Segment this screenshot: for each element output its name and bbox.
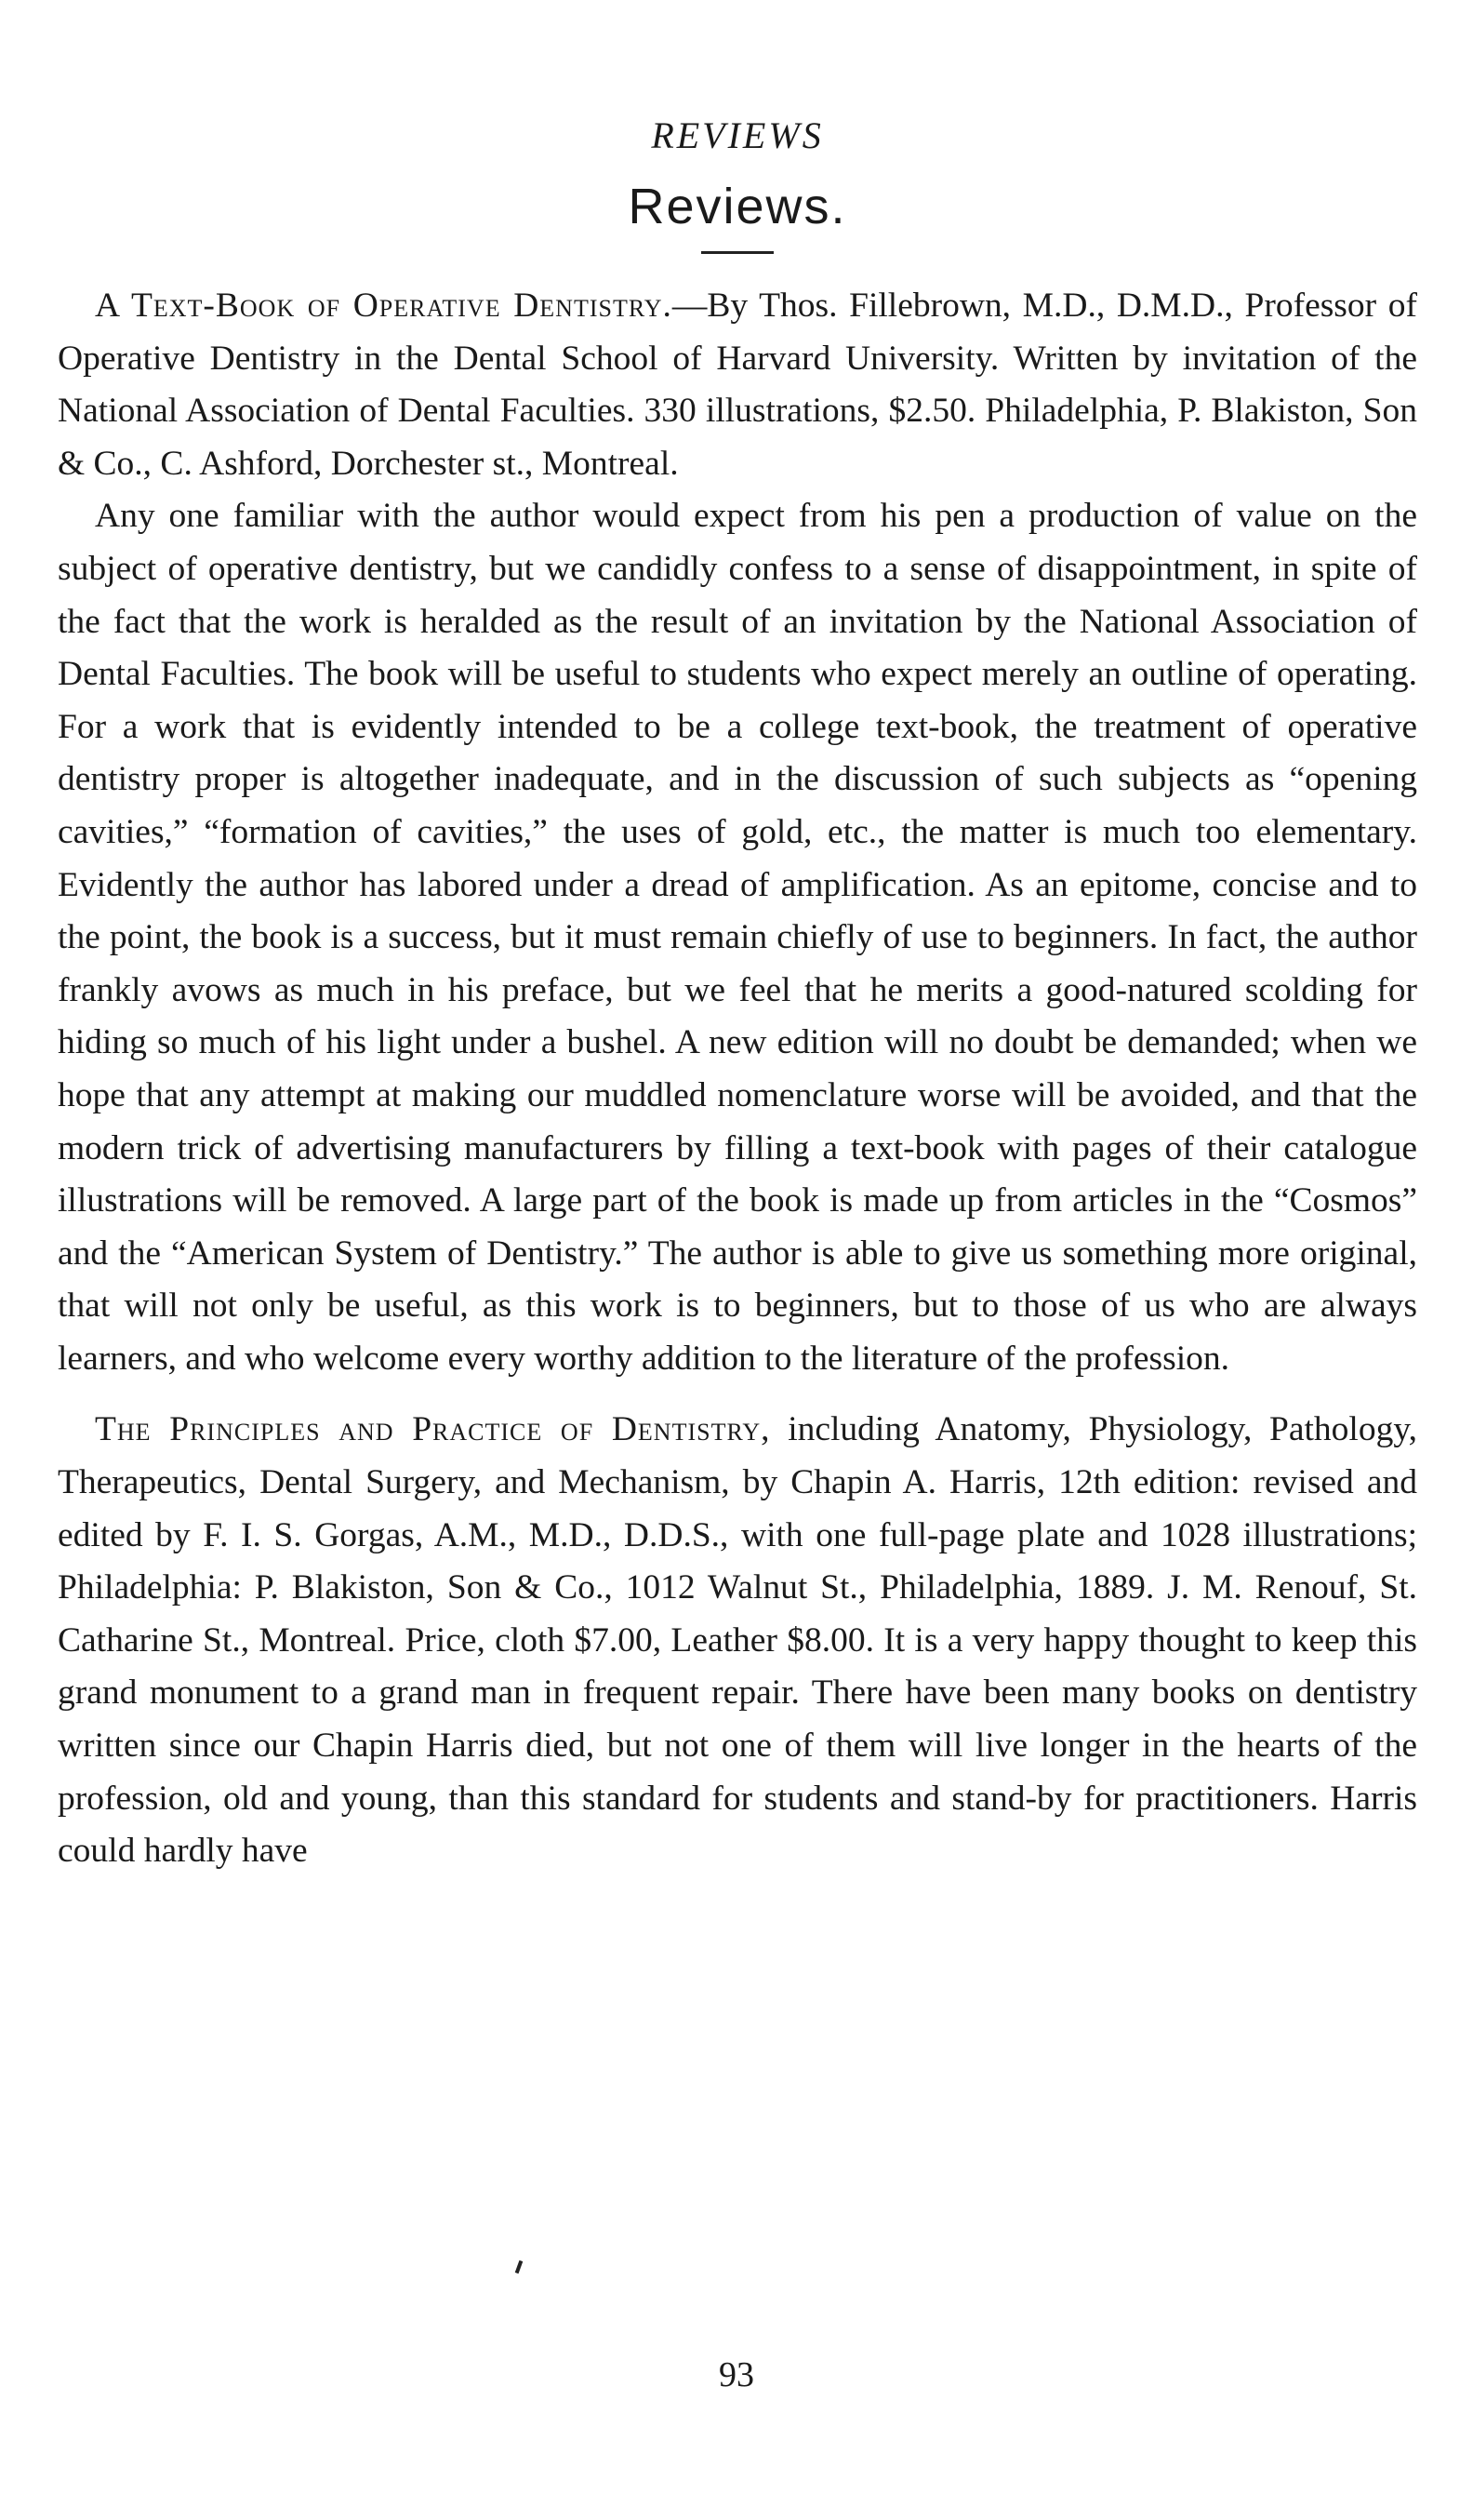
- page-number: 93: [719, 2355, 754, 2394]
- review-body: Any one familiar with the author would expect from his pen a production of value on the subject of operative dentistry, but we candidly confess to a sense of disappointment, in spite of the fact that the work is heralded as the result of an invitation by the National Association of Dental Faculties. The book will be useful to students who expect merely an outline of operating. For a work that is evidently intended to be a college text-book, the treatment of operative dentistry proper is altogether inadequate, and in the discussion of such subjects as “opening cavities,” “formation of cavities,” the uses of gold, etc., the matter is much too elementary. Evidently the author has labored under a dread of amplification. As an epitome, concise and to the point, the book is a success, but it must remain chiefly of use to beginners. In fact, the author frankly avows as much in his preface, but we feel that he merits a good-natured scolding for hiding so much of his light under a bushel. A new edition will no doubt be demanded; when we hope that any attempt at making our muddled nomenclature worse will be avoided, and that the modern trick of advertising manufacturers by filling a text-book with pages of their catalogue illustrations will be removed. A large part of the book is made up from articles in the “Cosmos” and the “American System of Dentistry.” The author is able to give us something more original, that will not only be useful, as this work is to beginners, but to those of us who are always learners, and who welcome every worthy addition to the literature of the profession.: [58, 497, 1417, 1378]
- review-title-2: The Principles and Practice of Dentistry,: [95, 1410, 771, 1449]
- title-rule: [701, 251, 774, 254]
- running-head: REVIEWS: [651, 114, 824, 156]
- review-title: A Text-Book of Operative Dentistry.: [95, 287, 672, 325]
- section-title: Reviews.: [628, 179, 847, 234]
- print-mark: [515, 2260, 524, 2274]
- review-body-2: including Anatomy, Physiology, Pathology, Therapeutics, Dental Surgery, and Mechanism, by Chapin A. Harris, 12th edition: revised and edited by F. I. S. Gorgas, A.M., M.D., D.D.S., with one full-page plate and 1028 illustrations; Philadelphia: P. Blakiston, Son & Co., 1012 Walnut St., Philadelphia, 1889. J. M. Renouf, St. Catharine St., Montreal. Price, cloth $7.00, Leather $8.00. It is a very happy thought to keep this grand monument to a grand man in frequent repair. There have been many books on dentistry written since our Chapin Harris died, but not one of them will live longer in the hearts of the profession, old and young, than this standard for students and stand-by for practitioners. Harris could hardly have: [58, 1410, 1418, 1871]
- page-content: [58, 110, 1417, 1878]
- review-citation-2: [58, 1404, 1417, 1877]
- review-citation: [58, 280, 1417, 490]
- review-citation-text: —By Thos. Fillebrown, M.D., D.M.D., Professor of Operative Dentistry in the Dental School of Harvard University. Written by invitation of the National Association of Dental Faculties. 330 illustrations, $2.50. Philadelphia, P. Blakiston, Son & Co., C. Ashford, Dorchester st., Montreal.: [58, 287, 1417, 483]
